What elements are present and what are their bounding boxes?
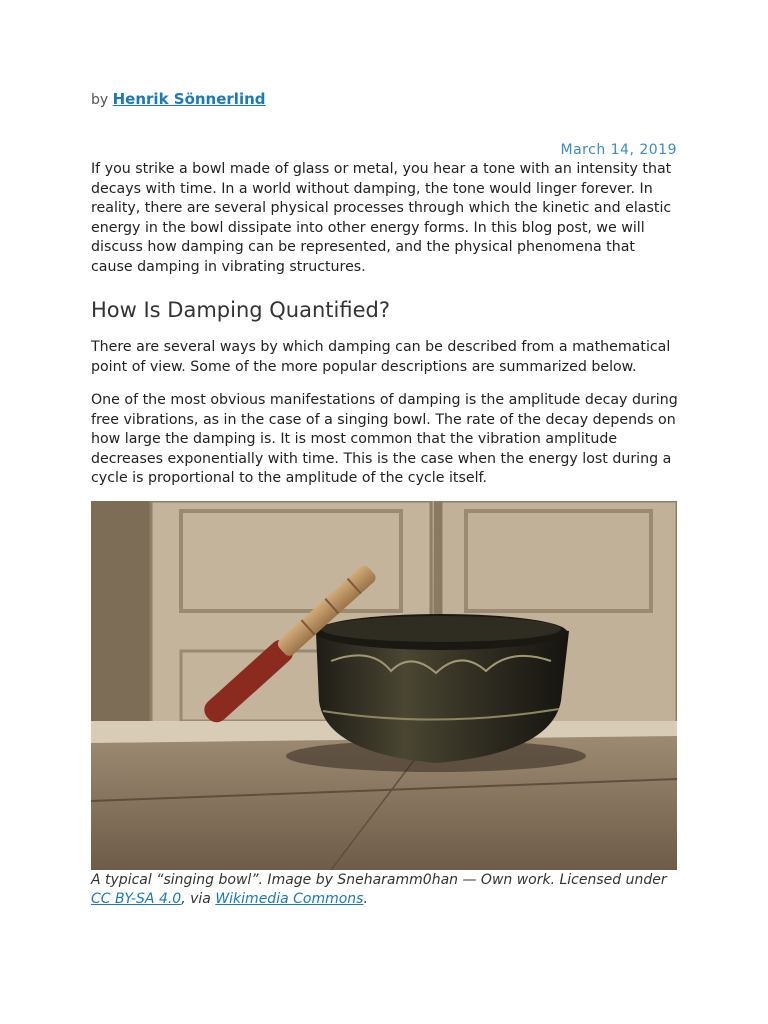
byline-prefix: by bbox=[91, 92, 109, 108]
byline bbox=[91, 90, 266, 108]
section-paragraph-2: One of the most obvious manifestations of damping is the amplitude decay during free vibrations, as in the case of a singing bowl. The rate of the decay depends on how large the damping is. It is most common that the vibration amplitude decreases exponentially with time. This is the case when the energy lost during a cycle is proportional to the amplitude of the cycle itself. bbox=[91, 392, 678, 487]
wikimedia-commons-link[interactable]: Wikimedia Commons bbox=[215, 891, 364, 907]
section-heading: How Is Damping Quantified? bbox=[91, 298, 390, 322]
caption-text-via: , via bbox=[181, 891, 216, 907]
intro-paragraph: If you strike a bowl made of glass or metal, you hear a tone with an intensity that decays with time. In a world without damping, the tone would linger forever. In reality, there are several physical processes through which the kinetic and elastic energy in the bowl dissipate into other energy forms. In this blog post, we will discuss how damping can be represented, and the physical phenomena that cause damping in vibrating structures. bbox=[91, 161, 672, 275]
author-link[interactable]: Henrik Sönnerlind bbox=[112, 90, 266, 108]
caption-text-end: . bbox=[363, 891, 368, 907]
license-link[interactable]: CC BY-SA 4.0 bbox=[91, 891, 182, 907]
section-paragraph-1: There are several ways by which damping can be described from a mathematical point of view. Some of the more popular descriptions are summarized below. bbox=[91, 339, 671, 375]
singing-bowl-photo bbox=[91, 501, 677, 870]
figure-caption bbox=[91, 871, 681, 909]
caption-text: A typical “singing bowl”. Image by Sneharamm0han — Own work. Licensed under bbox=[91, 872, 667, 888]
post-date: March 14, 2019 bbox=[560, 142, 677, 158]
